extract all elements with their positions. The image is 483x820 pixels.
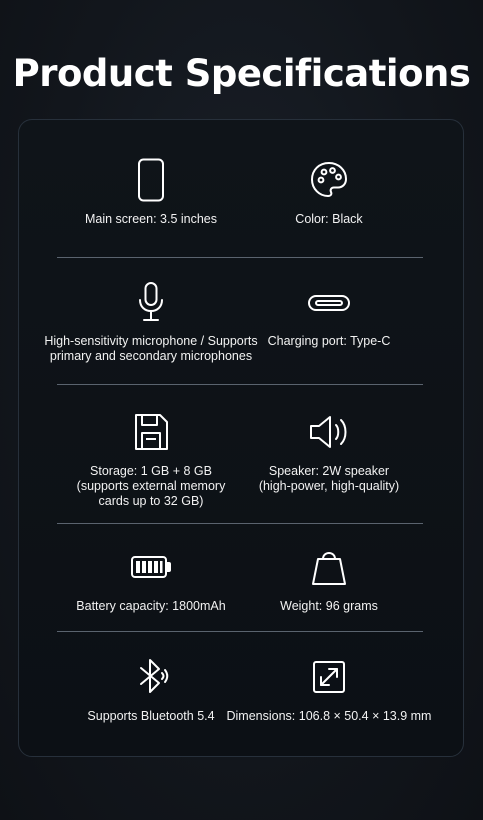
spec-storage-label: Storage: 1 GB + 8 GB (supports external memory cards up to 32 GB) (76, 464, 226, 508)
speaker-icon (307, 410, 351, 454)
spec-port (229, 280, 429, 349)
divider (57, 384, 423, 385)
spec-speaker (229, 410, 429, 494)
usb-c-port-icon (307, 280, 351, 324)
spec-battery-label: Battery capacity: 1800mAh (76, 599, 226, 613)
spec-port-label: Charging port: Type-C (267, 334, 391, 348)
spec-bluetooth-label: Supports Bluetooth 5.4 (87, 709, 215, 723)
page-title: Product Specifications (12, 52, 471, 95)
spec-weight-label: Weight: 96 grams (280, 599, 378, 613)
expand-icon (307, 655, 351, 699)
palette-icon (307, 158, 351, 202)
spec-screen-label: Main screen: 3.5 inches (84, 212, 217, 226)
battery-icon (129, 545, 173, 589)
divider (57, 257, 423, 258)
spec-weight (229, 545, 429, 614)
bluetooth-icon (129, 655, 173, 699)
spec-color (229, 158, 429, 227)
spec-storage (51, 410, 251, 509)
phone-icon (129, 158, 173, 202)
spec-dimensions (219, 655, 439, 724)
microphone-icon (129, 280, 173, 324)
divider (57, 523, 423, 524)
spec-screen (51, 158, 251, 227)
spec-microphone-label: High-sensitivity microphone / Supports primary and secondary microphones (44, 334, 258, 363)
save-disk-icon (129, 410, 173, 454)
spec-battery (51, 545, 251, 614)
weight-icon (307, 545, 351, 589)
divider (57, 631, 423, 632)
spec-color-label: Color: Black (295, 212, 363, 226)
specifications-card (18, 119, 464, 757)
spec-dimensions-label: Dimensions: 106.8 × 50.4 × 13.9 mm (226, 709, 432, 723)
spec-speaker-label: Speaker: 2W speaker (high-power, high-quality) (258, 464, 400, 493)
